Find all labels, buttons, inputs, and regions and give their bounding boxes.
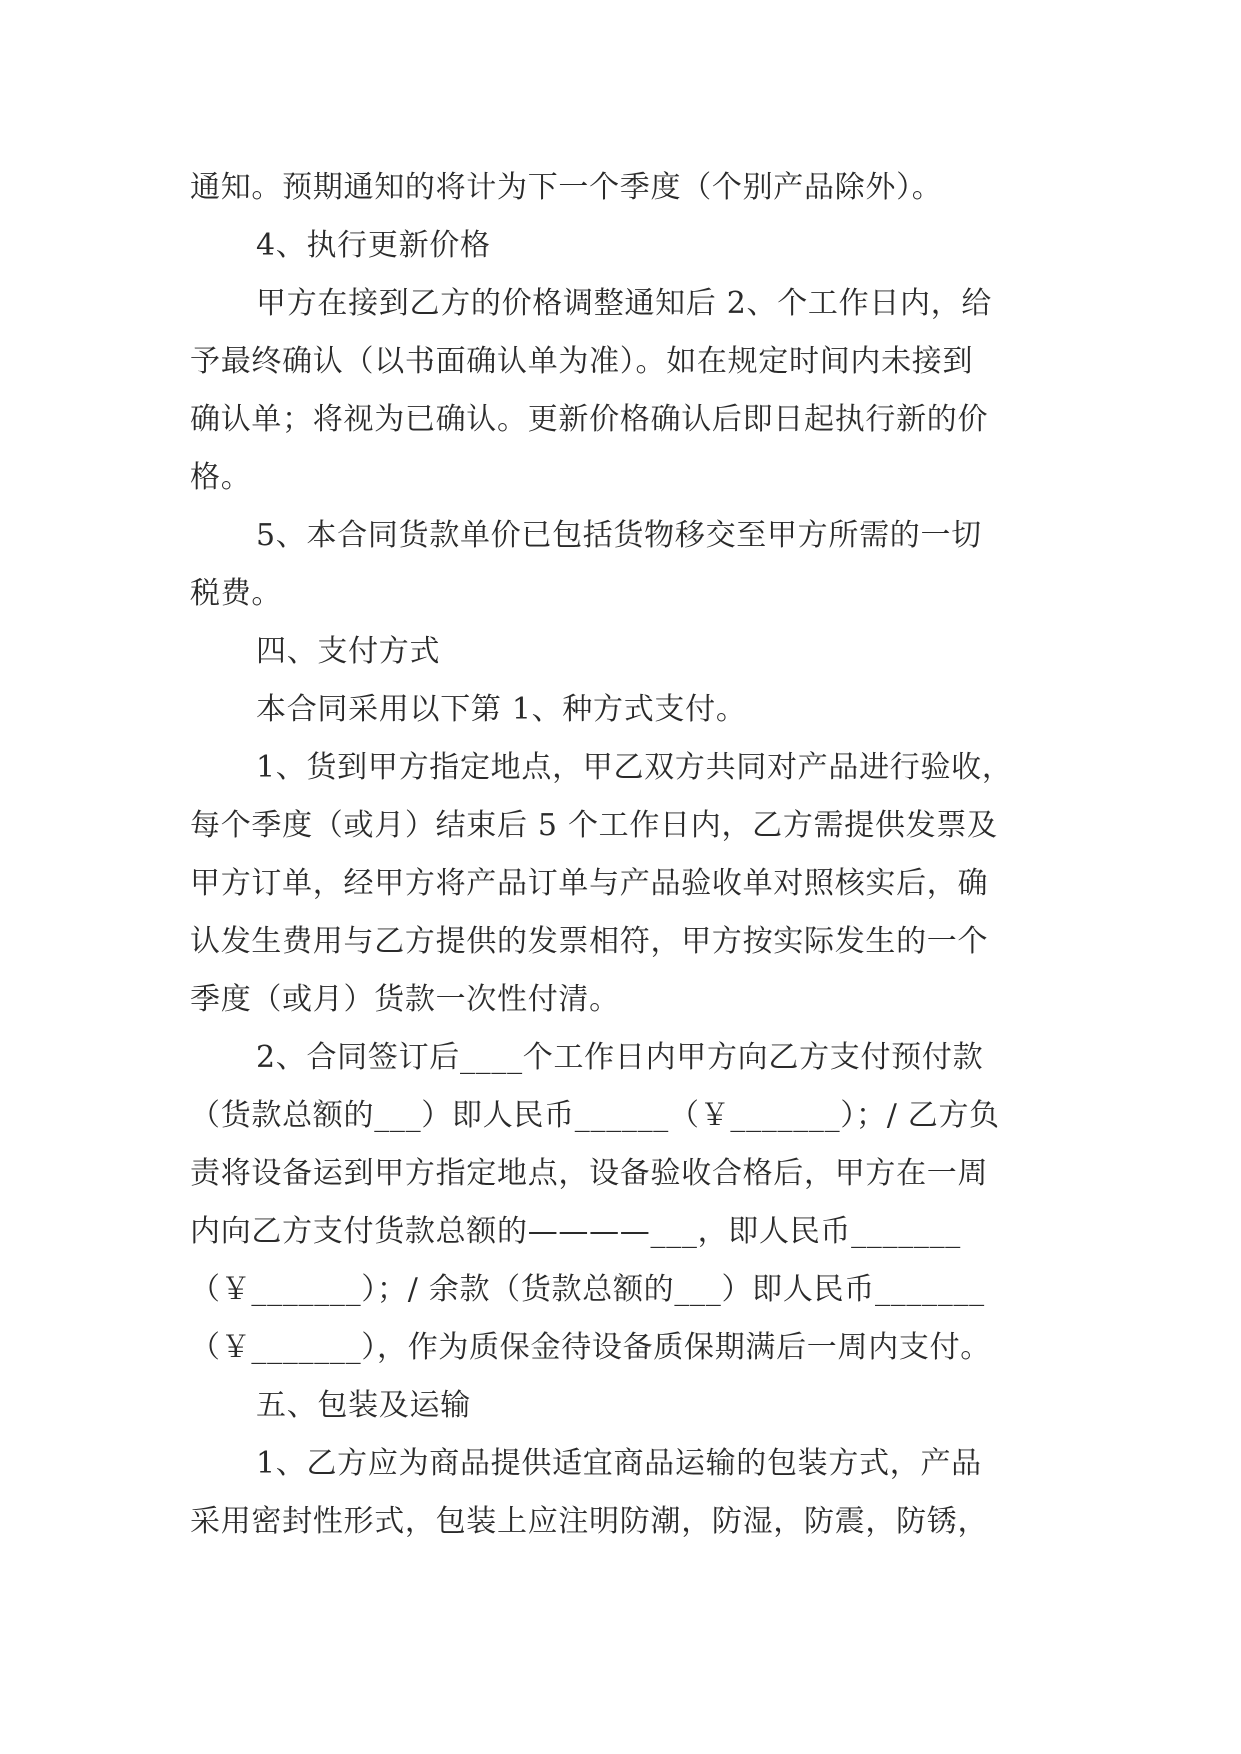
- text-line: 1、乙方应为商品提供适宜商品运输的包装方式，产品: [256, 1446, 982, 1481]
- text-line: 甲方在接到乙方的价格调整通知后 2、个工作日内，给: [256, 286, 993, 321]
- text-line: （货款总额的___）即人民币______（￥_______）；/ 乙方负: [190, 1098, 1000, 1133]
- text-line: （￥_______），作为质保金待设备质保期满后一周内支付。: [190, 1330, 991, 1365]
- section-heading: 五、包装及运输: [256, 1388, 471, 1423]
- text-line: 税费。: [190, 576, 283, 611]
- text-line: 采用密封性形式，包装上应注明防潮，防湿，防震，防锈，: [190, 1504, 989, 1539]
- text-line: 季度（或月）货款一次性付清。: [190, 982, 620, 1017]
- text-line: 责将设备运到甲方指定地点，设备验收合格后，甲方在一周: [190, 1156, 989, 1191]
- text-line: 予最终确认（以书面确认单为准）。如在规定时间内未接到: [190, 344, 974, 379]
- section-heading: 四、支付方式: [256, 634, 441, 669]
- text-line: 甲方订单，经甲方将产品订单与产品验收单对照核实后，确: [190, 866, 989, 901]
- text-line: （￥_______）；/ 余款（货款总额的___）即人民币_______: [190, 1272, 985, 1307]
- text-line: 1、货到甲方指定地点，甲乙双方共同对产品进行验收，: [256, 750, 1013, 785]
- text-line: 确认单；将视为已确认。更新价格确认后即日起执行新的价: [190, 402, 989, 437]
- contract-text-body: [190, 159, 1090, 1551]
- text-line: 本合同采用以下第 1、种方式支付。: [256, 692, 747, 727]
- section-heading: 4、执行更新价格: [256, 228, 491, 263]
- text-line: 内向乙方支付货款总额的————___，即人民币_______: [190, 1214, 961, 1249]
- text-line: 格。: [190, 460, 252, 495]
- text-line: 每个季度（或月）结束后 5 个工作日内，乙方需提供发票及: [190, 808, 998, 843]
- text-line: 认发生费用与乙方提供的发票相符，甲方按实际发生的一个: [190, 924, 989, 959]
- text-line: 通知。预期通知的将计为下一个季度（个别产品除外）。: [190, 170, 943, 205]
- text-line: 2、合同签订后____个工作日内甲方向乙方支付预付款: [256, 1040, 984, 1075]
- text-line: 5、本合同货款单价已包括货物移交至甲方所需的一切: [256, 518, 982, 553]
